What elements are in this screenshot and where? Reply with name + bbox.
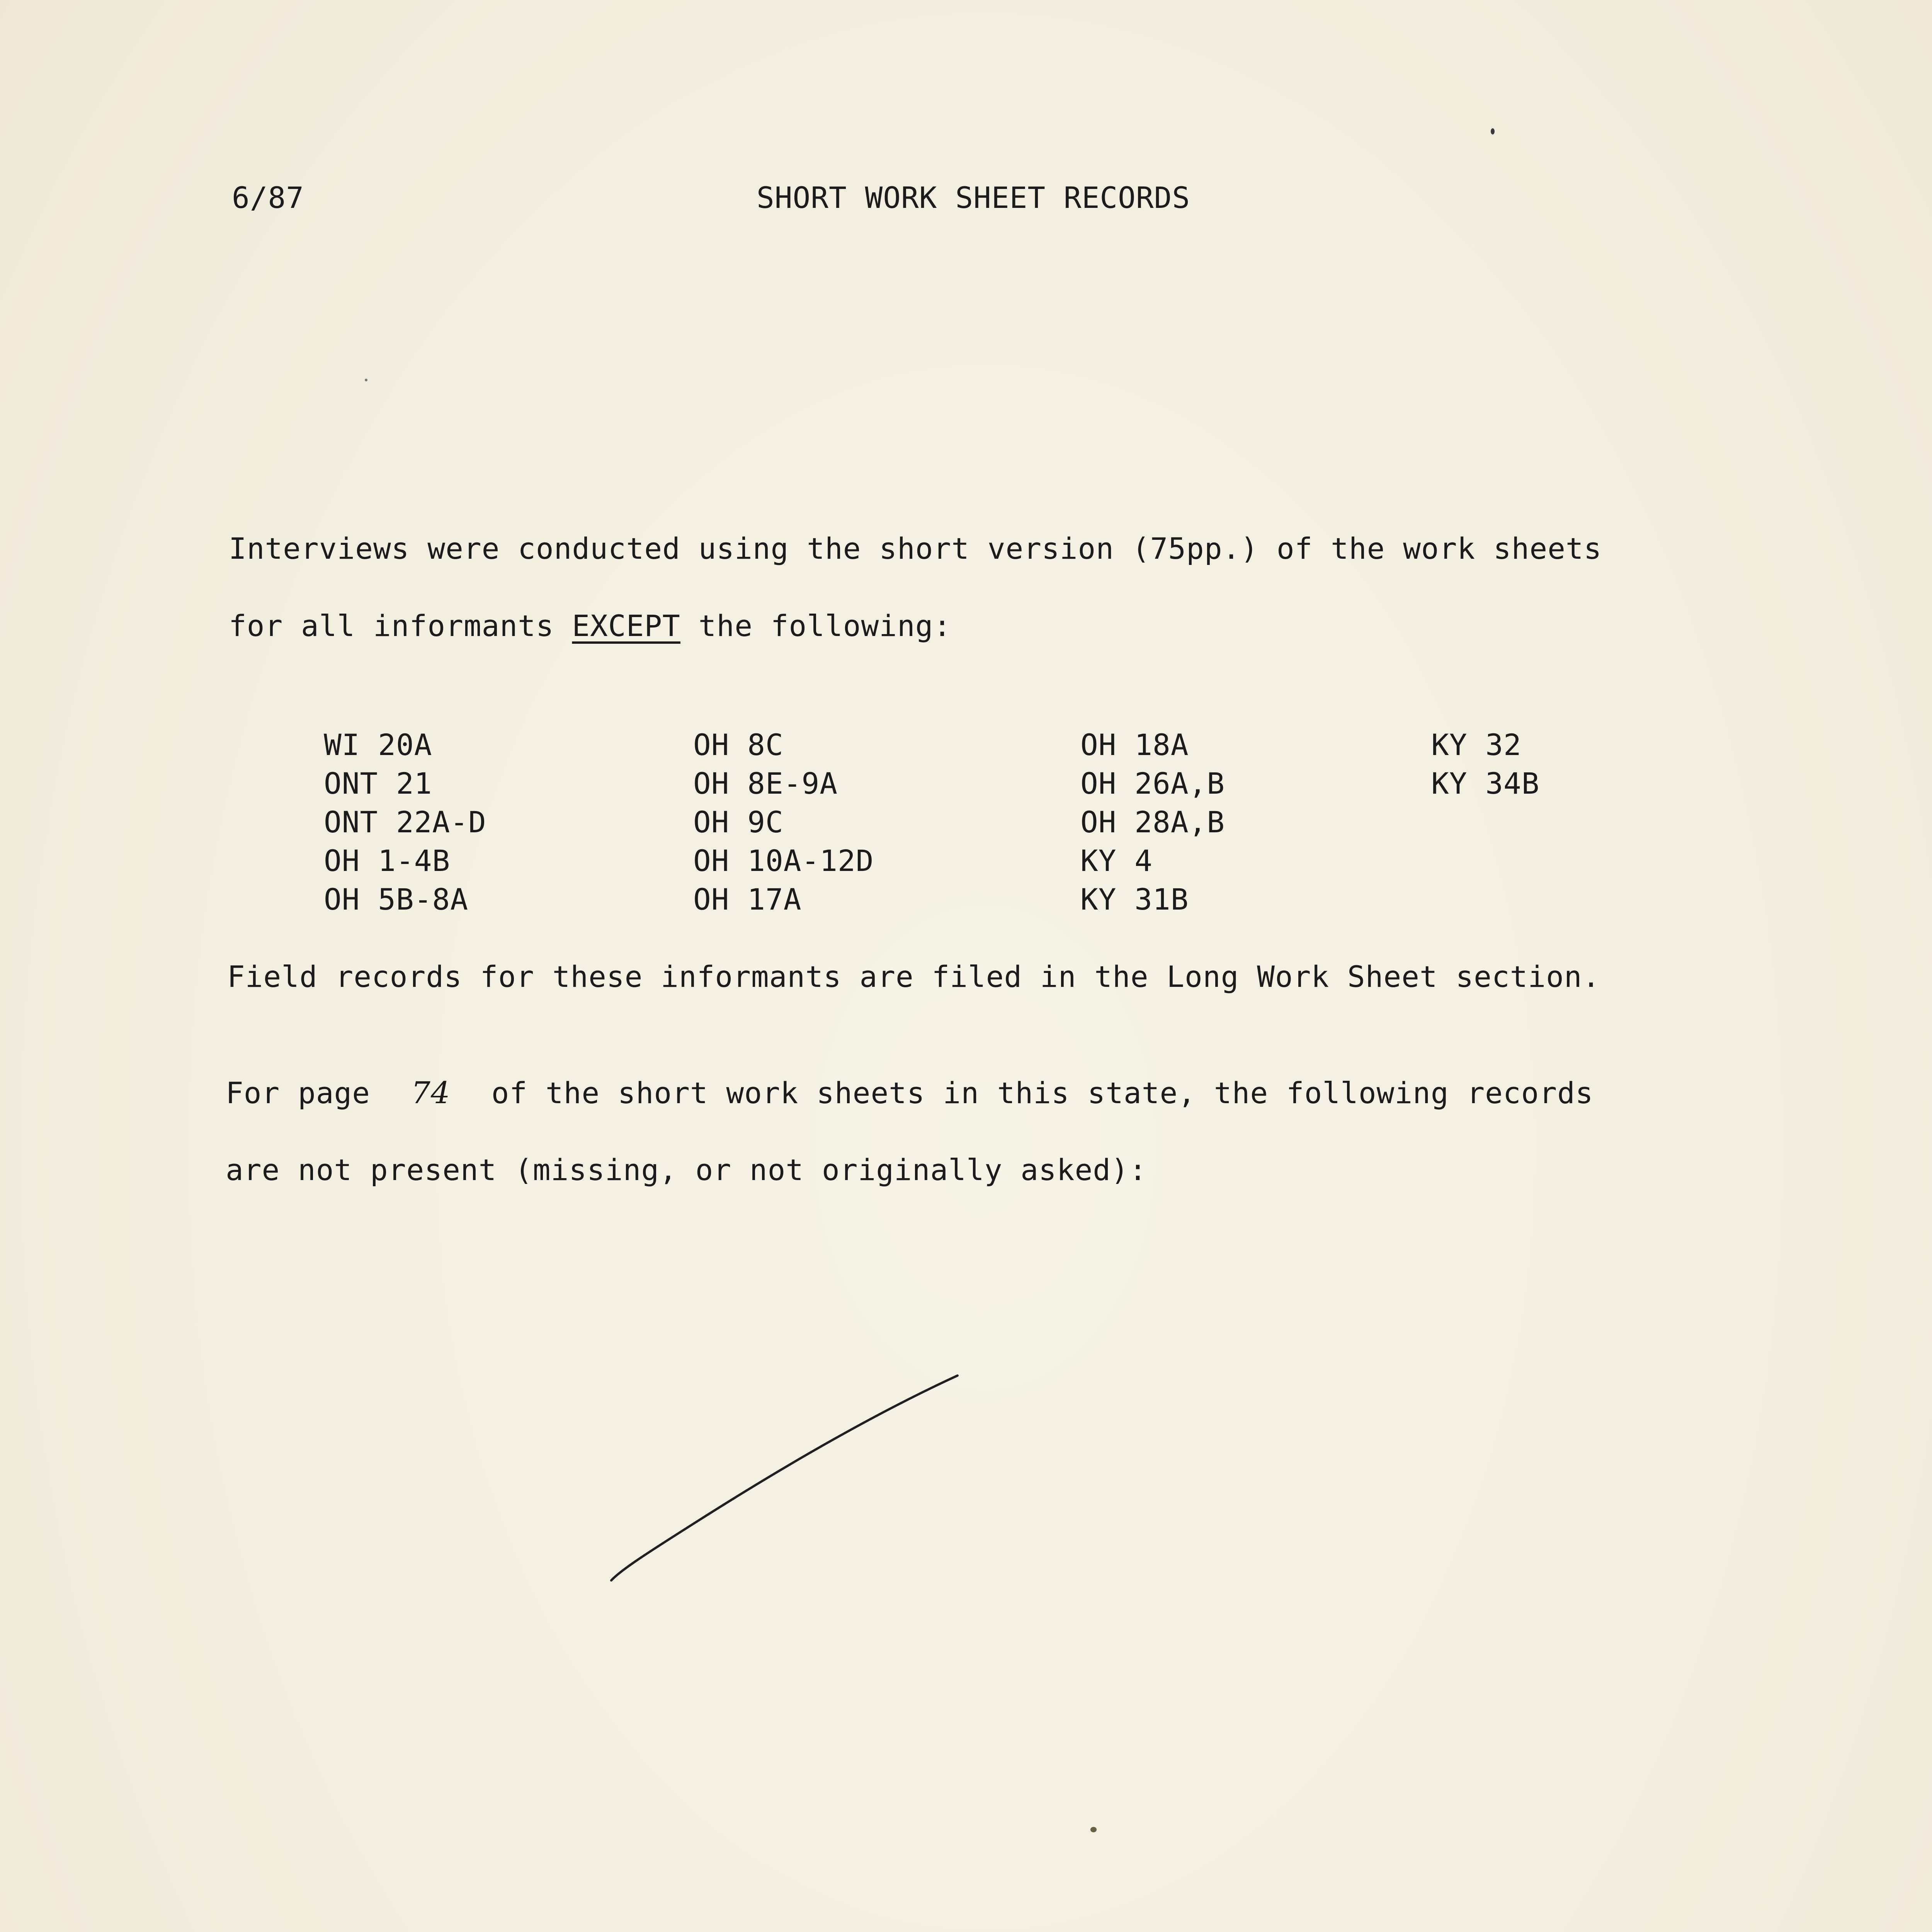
page-note-line-1 xyxy=(226,1076,1594,1111)
filing-note: Field records for these informants are filed in the Long Work Sheet section. xyxy=(227,959,1600,994)
page-title: SHORT WORK SHEET RECORDS xyxy=(757,180,1190,215)
informant-entry: WI 20A xyxy=(324,728,432,762)
informant-entry: KY 32 xyxy=(1431,728,1522,762)
page-note-line-2: are not present (missing, or not originally asked): xyxy=(226,1153,1147,1187)
pen-slash-mark xyxy=(580,1360,985,1631)
informant-entry: ONT 21 xyxy=(324,766,432,801)
informant-entry: KY 34B xyxy=(1431,766,1540,801)
page-note-end: of the short work sheets in this state, the following records xyxy=(473,1076,1594,1110)
paper-speck xyxy=(365,379,367,381)
informant-column-1 xyxy=(324,730,486,923)
informant-column-3 xyxy=(1080,730,1225,923)
informant-entry: OH 5B-8A xyxy=(324,882,469,917)
intro-line-1: Interviews were conducted using the short version (75pp.) of the work sheets xyxy=(229,531,1602,566)
informant-column-4 xyxy=(1431,730,1540,808)
page-note-start: For page xyxy=(226,1076,388,1110)
paper-speck xyxy=(1491,128,1495,134)
informant-entry: OH 18A xyxy=(1080,728,1189,762)
informant-entry: ONT 22A-D xyxy=(324,805,486,839)
paper-speck xyxy=(1090,1827,1097,1832)
intro-line-2 xyxy=(229,611,951,641)
informant-entry: OH 1-4B xyxy=(324,844,451,878)
informant-entry: OH 26A,B xyxy=(1080,766,1225,801)
intro-line-2-end: the following: xyxy=(680,609,952,643)
informant-entry: OH 28A,B xyxy=(1080,805,1225,839)
informant-entry: OH 8C xyxy=(693,728,784,762)
header-date: 6/87 xyxy=(232,180,304,215)
informant-entry: OH 8E-9A xyxy=(693,766,838,801)
informant-entry: KY 31B xyxy=(1080,882,1189,917)
intro-line-2-start: for all informants xyxy=(229,609,572,643)
informant-entry: OH 10A-12D xyxy=(693,844,874,878)
informant-entry: OH 9C xyxy=(693,805,784,839)
informant-entry: KY 4 xyxy=(1080,844,1153,878)
informant-entry: OH 17A xyxy=(693,882,802,917)
handwritten-page-number: 74 xyxy=(411,1076,451,1111)
except-emphasis: EXCEPT xyxy=(572,609,680,643)
informant-column-2 xyxy=(693,730,874,923)
